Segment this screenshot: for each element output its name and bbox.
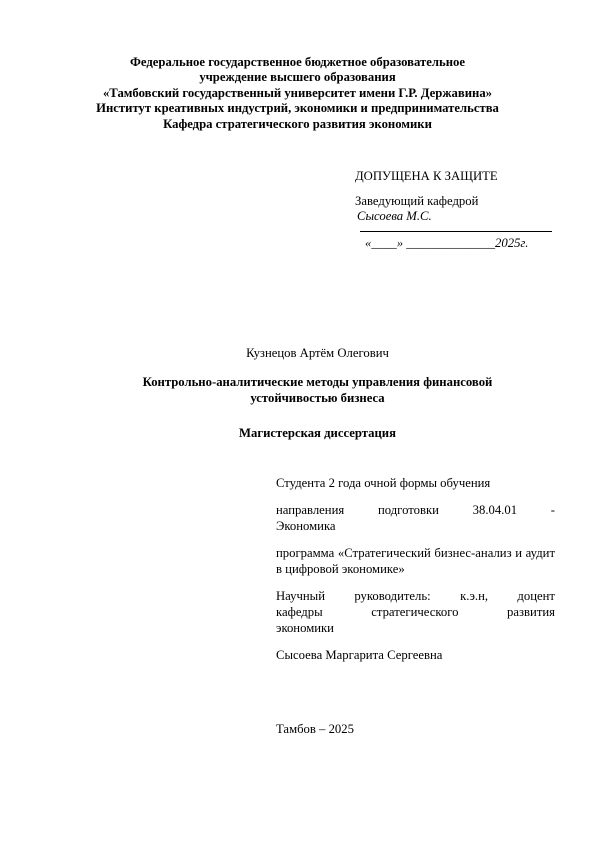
supervisor-word: стратегического [371,605,459,619]
approval-date: «____» ______________2025г. [365,236,529,250]
approval-head-name: Сысоева М.С. [357,209,432,223]
thesis-title-line-1: Контрольно-аналитические методы управления финансовой [142,375,493,389]
direction-dash: - [550,503,555,517]
approval-block [355,169,560,251]
header-line-3: «Тамбовский государственный университет имени Г.Р. Державина» [102,85,493,100]
supervisor-name: Сысоева Маргарита Сергеевна [276,648,443,662]
direction-word: подготовки [377,503,439,517]
approval-stamp: ДОПУЩЕНА К ЗАЩИТЕ [355,169,498,183]
direction-code: 38.04.01 [472,503,518,517]
thesis-title [40,375,595,406]
approval-role: Заведующий кафедрой [355,194,479,208]
direction-line-2: Экономика [276,519,336,533]
program: программа «Стратегический бизнес-анализ и аудит в цифровой экономике» [276,546,555,576]
supervisor-line-3: экономики [276,621,334,635]
signature-line [360,231,552,232]
direction-word: направления [276,503,345,517]
direction [276,502,555,534]
supervisor-word: к.э.н, [460,589,489,603]
work-type: Магистерская диссертация [239,426,396,440]
header-line-4: Институт креативных индустрий, экономики и предпринимательства [96,101,499,116]
city-year: Тамбов – 2025 [276,722,354,736]
supervisor [276,588,555,636]
institution-header [40,55,555,132]
supervisor-word: Научный [276,589,325,603]
supervisor-word: руководитель: [354,589,431,603]
header-line-1: Федеральное государственное бюджетное образовательное [129,55,465,69]
thesis-title-line-2: устойчивостью бизнеса [250,390,385,405]
author-name: Кузнецов Артём Олегович [246,346,389,360]
header-line-5: Кафедра стратегического развития экономики [163,116,432,131]
supervisor-word: кафедры [276,605,323,619]
supervisor-word: доцент [517,589,555,603]
supervisor-word: развития [507,605,555,619]
student-year: Студента 2 года очной формы обучения [276,476,491,490]
student-info-block [276,475,555,674]
header-line-2: учреждение высшего образования [199,70,396,85]
supervisor-line-2 [276,604,555,620]
supervisor-line-1 [276,588,555,604]
direction-line-1 [276,502,555,518]
